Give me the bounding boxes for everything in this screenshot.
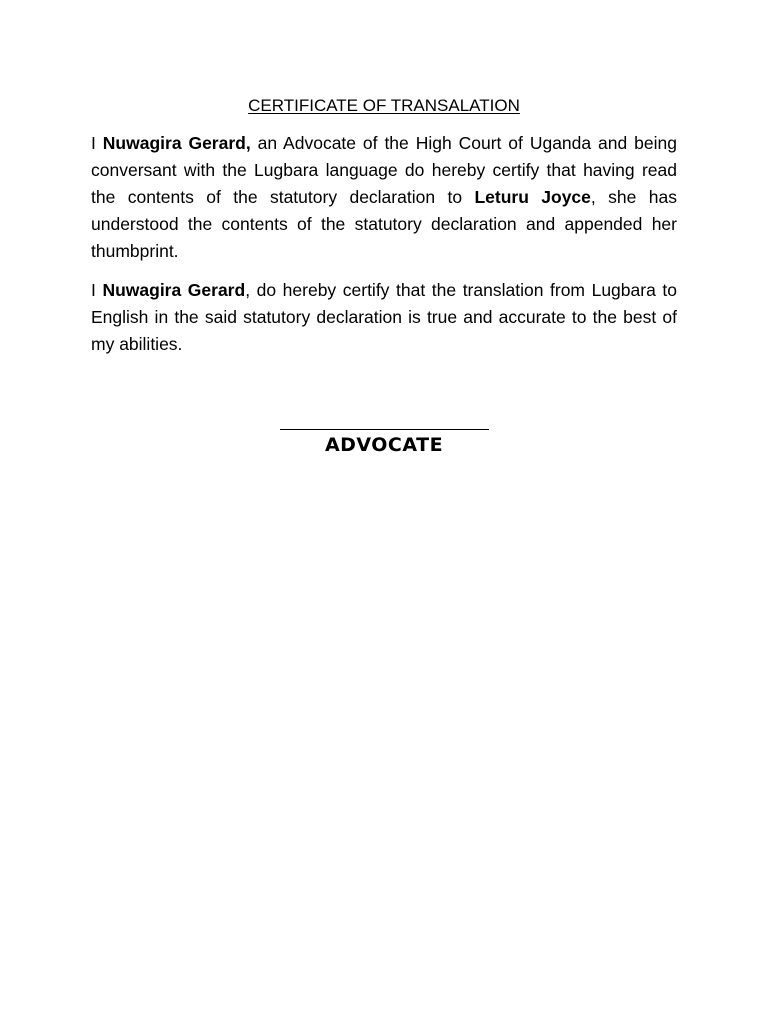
certification-paragraph-1 <box>91 130 677 265</box>
advocate-name-2: Nuwagira Gerard <box>102 280 246 300</box>
advocate-name: Nuwagira Gerard, <box>102 133 251 153</box>
paragraph-1-ending: , she has understood the contents of the statutory declaration and appended her thumbprint. <box>91 187 677 261</box>
paragraph-1-intro: I <box>91 133 103 153</box>
certification-paragraph-2 <box>91 277 677 358</box>
signature-line <box>280 429 489 430</box>
paragraph-2-body: , do hereby certify that the translation from Lugbara to English in the said statutory declaration is true and accurate to the best of my abilities. <box>91 280 677 354</box>
declarant-name: Leturu Joyce <box>474 187 591 207</box>
signature-label: ADVOCATE <box>324 434 444 456</box>
certificate-title: CERTIFICATE OF TRANSALATION <box>248 96 520 115</box>
paragraph-1-body: an Advocate of the High Court of Uganda and being conversant with the Lugbara language do hereby certify that having read the contents of the statutory declaration to <box>91 133 677 207</box>
paragraph-2-intro: I <box>91 280 103 300</box>
